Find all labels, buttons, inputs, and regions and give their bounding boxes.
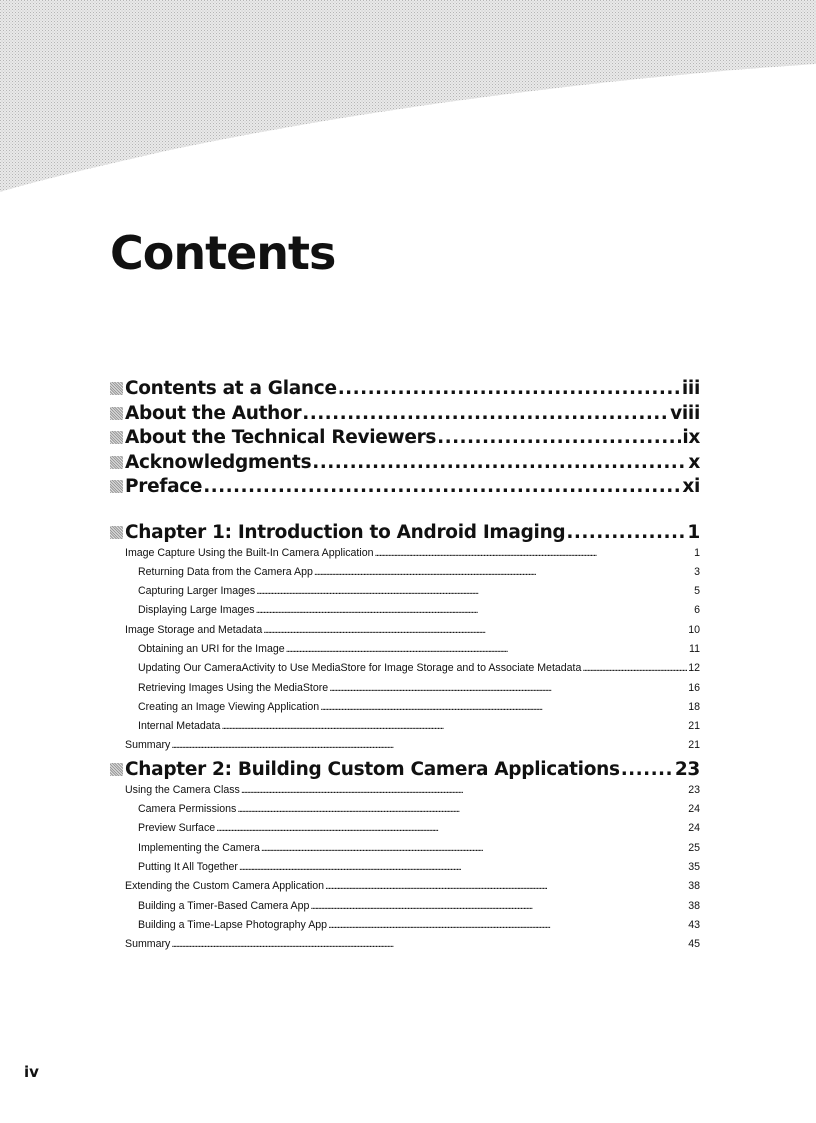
- section-page: 45: [688, 938, 700, 951]
- section-title: Using the Camera Class: [125, 783, 240, 796]
- bullet-square-icon: [110, 480, 123, 493]
- section-title: Implementing the Camera: [138, 841, 260, 854]
- toc-entry-title: About the Technical Reviewers: [125, 427, 437, 448]
- section-title: Creating an Image Viewing Application: [138, 700, 320, 713]
- page-title: Contents: [110, 226, 336, 280]
- section-page: 21: [688, 720, 700, 733]
- dot-leader: [312, 452, 687, 473]
- toc-subsection-entry[interactable]: [110, 604, 700, 623]
- section-page: 43: [688, 918, 700, 931]
- bullet-square-icon: [110, 382, 123, 395]
- dot-leader: [320, 701, 687, 713]
- dot-leader: [325, 880, 687, 892]
- toc-entry-page: xi: [682, 476, 700, 497]
- dot-leader: [621, 759, 674, 780]
- section-title: Obtaining an URI for the Image: [138, 642, 285, 655]
- bullet-square-icon: [110, 431, 123, 444]
- toc-entry-title: Preface: [125, 476, 203, 497]
- dot-leader: [310, 900, 687, 912]
- section-page: 12: [688, 662, 700, 675]
- section-page: 23: [688, 783, 700, 796]
- chapter-title: Chapter 1: Introduction to Android Imaging: [125, 521, 566, 543]
- toc-entry-page: x: [688, 451, 700, 473]
- toc-subsection-entry[interactable]: [110, 720, 700, 739]
- dot-leader: [171, 739, 687, 751]
- toc-subsection-entry[interactable]: [110, 662, 700, 681]
- section-title: Capturing Larger Images: [138, 585, 256, 598]
- toc-chapter-entry[interactable]: [110, 522, 700, 547]
- section-title: Building a Time-Lapse Photography App: [138, 918, 328, 931]
- dot-leader: [237, 803, 687, 815]
- toc-subsection-entry[interactable]: [110, 566, 700, 585]
- dot-leader: [203, 476, 681, 497]
- section-page: 18: [688, 700, 700, 713]
- toc-chapter-entry[interactable]: [110, 759, 700, 784]
- toc-front-entry[interactable]: [110, 427, 700, 452]
- section-title: Internal Metadata: [138, 720, 221, 733]
- section-title: Updating Our CameraActivity to Use MediaStore for Image Storage and to Associate Metadata: [138, 662, 582, 675]
- toc-section-entry[interactable]: [110, 784, 700, 803]
- section-page: 1: [694, 546, 700, 559]
- bullet-square-icon: [110, 456, 123, 469]
- section-page: 11: [689, 642, 700, 655]
- section-title: Extending the Custom Camera Application: [125, 880, 325, 893]
- dot-leader: [375, 547, 694, 559]
- toc-front-entry[interactable]: [110, 476, 700, 501]
- dot-leader: [582, 662, 687, 674]
- toc-subsection-entry[interactable]: [110, 585, 700, 604]
- dot-leader: [329, 682, 687, 694]
- section-title: Image Storage and Metadata: [125, 623, 263, 636]
- dot-leader: [241, 784, 687, 796]
- dot-leader: [239, 861, 687, 873]
- dot-leader: [221, 720, 687, 732]
- toc-subsection-entry[interactable]: [110, 822, 700, 841]
- chapter-title: Chapter 2: Building Custom Camera Applications: [125, 758, 620, 780]
- section-page: 5: [694, 585, 700, 598]
- dot-leader: [256, 585, 693, 597]
- toc-entry-page: ix: [682, 427, 700, 448]
- bullet-square-icon: [110, 407, 123, 420]
- page-number: iv: [24, 1063, 39, 1081]
- section-page: 38: [688, 880, 700, 893]
- section-page: 35: [688, 860, 700, 873]
- dot-leader: [437, 427, 681, 448]
- section-page: 10: [688, 623, 700, 636]
- dot-leader: [328, 919, 687, 931]
- toc-subsection-entry[interactable]: [110, 803, 700, 822]
- section-title: Image Capture Using the Built-In Camera Application: [125, 546, 374, 559]
- section-title: Putting It All Together: [138, 860, 238, 873]
- toc-subsection-entry[interactable]: [110, 682, 700, 701]
- dot-leader: [338, 378, 681, 399]
- section-page: 24: [688, 803, 700, 816]
- toc-section-entry[interactable]: [110, 880, 700, 899]
- dot-leader: [314, 566, 693, 578]
- section-title: Returning Data from the Camera App: [138, 565, 313, 578]
- header-decoration: [0, 0, 816, 200]
- toc-section-entry[interactable]: [110, 624, 700, 643]
- toc-subsection-entry[interactable]: [110, 861, 700, 880]
- dot-leader: [256, 604, 694, 616]
- toc-entry-page: viii: [670, 402, 700, 424]
- toc-subsection-entry[interactable]: [110, 701, 700, 720]
- section-page: 24: [688, 822, 700, 835]
- toc-subsection-entry[interactable]: [110, 919, 700, 938]
- section-page: 38: [688, 899, 700, 912]
- bullet-square-icon: [110, 526, 123, 539]
- toc-section-entry[interactable]: [110, 739, 700, 758]
- section-page: 16: [688, 681, 700, 694]
- toc-front-entry[interactable]: [110, 403, 700, 428]
- section-page: 21: [688, 739, 700, 752]
- dot-leader: [171, 938, 687, 950]
- section-title: Displaying Large Images: [138, 604, 255, 617]
- section-title: Preview Surface: [138, 822, 216, 835]
- section-title: Camera Permissions: [138, 803, 237, 816]
- toc-subsection-entry[interactable]: [110, 842, 700, 861]
- section-title: Building a Timer-Based Camera App: [138, 899, 310, 912]
- dot-leader: [263, 624, 687, 636]
- toc-entry-title: About the Author: [125, 402, 302, 424]
- front-matter-list: [110, 378, 700, 501]
- toc-entry-title: Acknowledgments: [125, 451, 312, 473]
- chapter-1: [110, 522, 700, 759]
- bullet-square-icon: [110, 763, 123, 776]
- section-page: 3: [694, 565, 700, 578]
- dot-leader: [261, 842, 687, 854]
- section-title: Retrieving Images Using the MediaStore: [138, 681, 329, 694]
- chapter-page: 23: [674, 758, 700, 780]
- toc-front-entry[interactable]: [110, 452, 700, 477]
- section-page: 6: [694, 604, 700, 617]
- section-title: Summary: [125, 739, 171, 752]
- toc-subsection-entry[interactable]: [110, 900, 700, 919]
- toc-section-entry[interactable]: [110, 547, 700, 566]
- chapter-2: [110, 759, 700, 958]
- chapter-page: 1: [687, 521, 700, 543]
- dot-leader: [302, 403, 669, 424]
- section-page: 25: [688, 841, 700, 854]
- section-title: Summary: [125, 938, 171, 951]
- toc-subsection-entry[interactable]: [110, 643, 700, 662]
- toc-entry-title: Contents at a Glance: [125, 378, 337, 399]
- table-of-contents: [110, 378, 700, 957]
- toc-section-entry[interactable]: [110, 938, 700, 957]
- dot-leader: [286, 643, 688, 655]
- dot-leader: [566, 522, 686, 543]
- toc-entry-page: iii: [681, 378, 700, 399]
- toc-front-entry[interactable]: [110, 378, 700, 403]
- dot-leader: [216, 822, 687, 834]
